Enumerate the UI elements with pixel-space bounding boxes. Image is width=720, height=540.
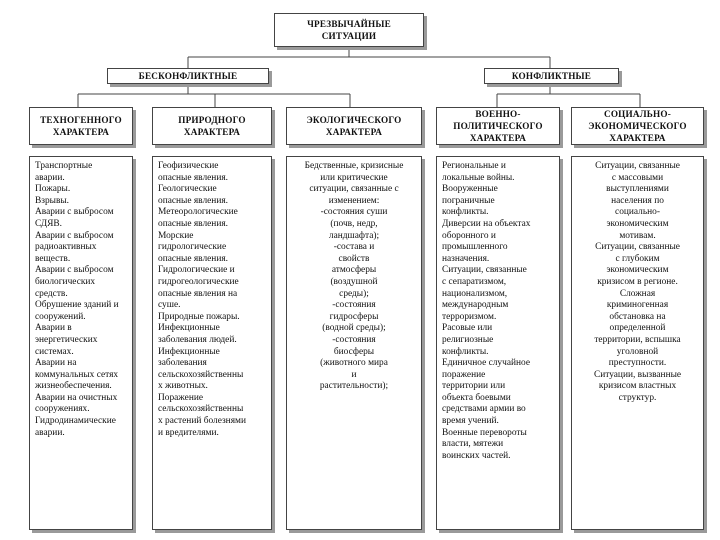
category-body-socioeconomic: Ситуации, связанные с массовыми выступлениями населения по социально- экономическим мотивам. Ситуации, связанные с глубоким экономическим кризисом в регионе. Сложная криминогенная обстановка на определенной территории, вспышка уголовной преступности. Ситуации, вызванные кризисом властных структур. [571, 156, 704, 530]
root-node: ЧРЕЗВЫЧАЙНЫЕ СИТУАЦИИ [274, 13, 424, 47]
category-header-technogenic: ТЕХНОГЕННОГО ХАРАКТЕРА [29, 107, 133, 145]
branch-conflict: КОНФЛИКТНЫЕ [484, 68, 619, 84]
category-body-ecological: Бедственные, кризисные или критические ситуации, связанные с изменением: -состояния суши (почв, недр, ландшафта); -состава и свойств атмосферы (воздушной среды); -состояния гидросферы (водной среды); -состояния биосферы (животного мира и растительности); [286, 156, 422, 530]
category-header-military: ВОЕННО- ПОЛИТИЧЕСКОГО ХАРАКТЕРА [436, 107, 560, 145]
category-body-technogenic: Транспортные аварии. Пожары. Взрывы. Аварии с выбросом СДЯВ. Аварии с выбросом радиоактивных веществ. Аварии с выбросом биологических средств. Обрушение зданий и сооружений. Аварии в энергетических системах. Аварии на коммунальных сетях жизнеобеспечения. Аварии на очистных сооружениях. Гидродинамические аварии. [29, 156, 133, 530]
branch-nonconflict: БЕСКОНФЛИКТНЫЕ [107, 68, 269, 84]
category-header-ecological: ЭКОЛОГИЧЕСКОГО ХАРАКТЕРА [286, 107, 422, 145]
category-body-natural: Геофизические опасные явления. Геологические опасные явления. Метеорологические опасные явления. Морские гидрологические опасные явления. Гидрологические и гидрогеологические опасные явления на суше. Природные пожары. Инфекционные заболевания людей. Инфекционные заболевания сельскохозяйственны х животных. Поражение сельскохозяйственны х растений болезнями и вредителями. [152, 156, 272, 530]
category-header-socioeconomic: СОЦИАЛЬНО- ЭКОНОМИЧЕСКОГО ХАРАКТЕРА [571, 107, 704, 145]
category-body-military: Региональные и локальные войны. Вооруженные пограничные конфликты. Диверсии на объектах оборонного и промышленного назначения. Ситуации, связанные с сепаратизмом, национализмом, международным терроризмом. Расовые или религиозные конфликты. Единичное случайное поражение территории или объекта боевыми средствами армии во время учений. Военные перевороты власти, мятежи воинских частей. [436, 156, 560, 530]
category-header-natural: ПРИРОДНОГО ХАРАКТЕРА [152, 107, 272, 145]
